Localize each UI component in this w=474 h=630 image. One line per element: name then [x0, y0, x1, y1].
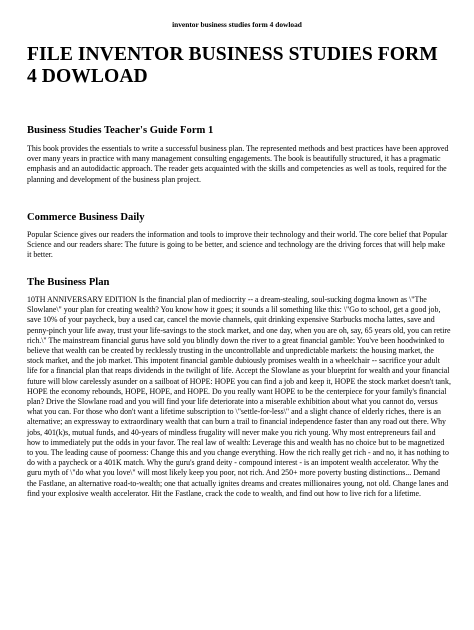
running-header: inventor business studies form 4 dowload: [172, 20, 302, 29]
section-commerce-business-daily: [27, 211, 451, 261]
section-teachers-guide: [27, 124, 451, 185]
section-heading: Business Studies Teacher's Guide Form 1: [27, 125, 214, 136]
section-body: This book provides the essentials to write a successful business plan. The represented methods and best practices have been approved over many years in practice with many management consulting engagements. The book is beautifully structured, it has a pragmatic emphasis and an autodidactic approach. The reader gets acquainted with the skills and competencies as well as tools, required for the planning and development of the business plan project.: [27, 144, 449, 184]
section-heading: The Business Plan: [27, 277, 110, 288]
section-heading: Commerce Business Daily: [27, 212, 145, 223]
section-body: 10TH ANNIVERSARY EDITION Is the financial plan of mediocrity -- a dream-stealing, soul-sucking dogma known as \"The Slowlane\" your plan for creating wealth? You know how it goes; it sounds a lil something like this: \"Go to school, get a good job, save 10% of your paycheck, buy a used car, cancel the movie channels, quit drinking expensive Starbucks mocha lattes, save and penny-pinch your life away, trust your life-savings to the stock market, and one day, when you are oh, say, 65 years old, you can retire rich.\" The mainstream financial gurus have sold you blindly down the river to a great financial gamble: You've been hoodwinked to believe that wealth can be created by recklessly trusting in the uncontrollable and unpredictable markets: the housing market, the stock market, and the job market. This impotent financial gamble dubiously promises wealth in a wheelchair -- sacrifice your adult life for a financial plan that reaps dividends in the twilight of life. Accept the Slowlane as your blueprint for wealth and your financial future will blow carelessly asunder on a sailboat of HOPE: HOPE you can find a job and keep it, HOPE the stock market doesn't tank, HOPE the economy rebounds, HOPE, HOPE, and HOPE. Do you really want HOPE to be the centerpiece for your family's financial plan? Drive the Slowlane road and you will find your life deteriorate into a miserable exhibition about what you cannot do, versus what you can. For those who don't want a lifetime subscription to \"settle-for-less\" and a slight chance of elderly riches, there is an alternative; an expressway to extraordinary wealth that can burn a trail to financial independence faster than any road out there. Why jobs, 401(k)s, mutual funds, and 40-years of mindless frugality will never make you rich young. Why most entrepreneurs fail and how to immediately put the odds in your favor. The real law of wealth: Leverage this and wealth has no choice but to be magnetized to you. The leading cause of poorness: Change this and you change everything. How the rich really get rich - and no, it has nothing to do with a paycheck or a 401K match. Why the guru's grand deity - compound interest - is an impotent wealth accelerator. Why the guru myth of \"do what you love\" will most likely keep you poor, not rich. And 250+ more poverty busting distinctions... Demand the Fastlane, an alternative road-to-wealth; one that actually ignites dreams and creates millionaires young, not old. Change lanes and find your explosive wealth accelerator. Hit the Fastlane, crack the code to wealth, and find out how to live rich for a lifetime.: [27, 295, 451, 498]
section-business-plan: [27, 276, 451, 499]
document-title: FILE INVENTOR BUSINESS STUDIES FORM 4 DOWLOAD: [27, 44, 438, 87]
section-body: Popular Science gives our readers the information and tools to improve their technology and their world. The core belief that Popular Science and our readers share: The future is going to be better, and science and technology are the driving forces that will help make it better.: [27, 230, 448, 260]
